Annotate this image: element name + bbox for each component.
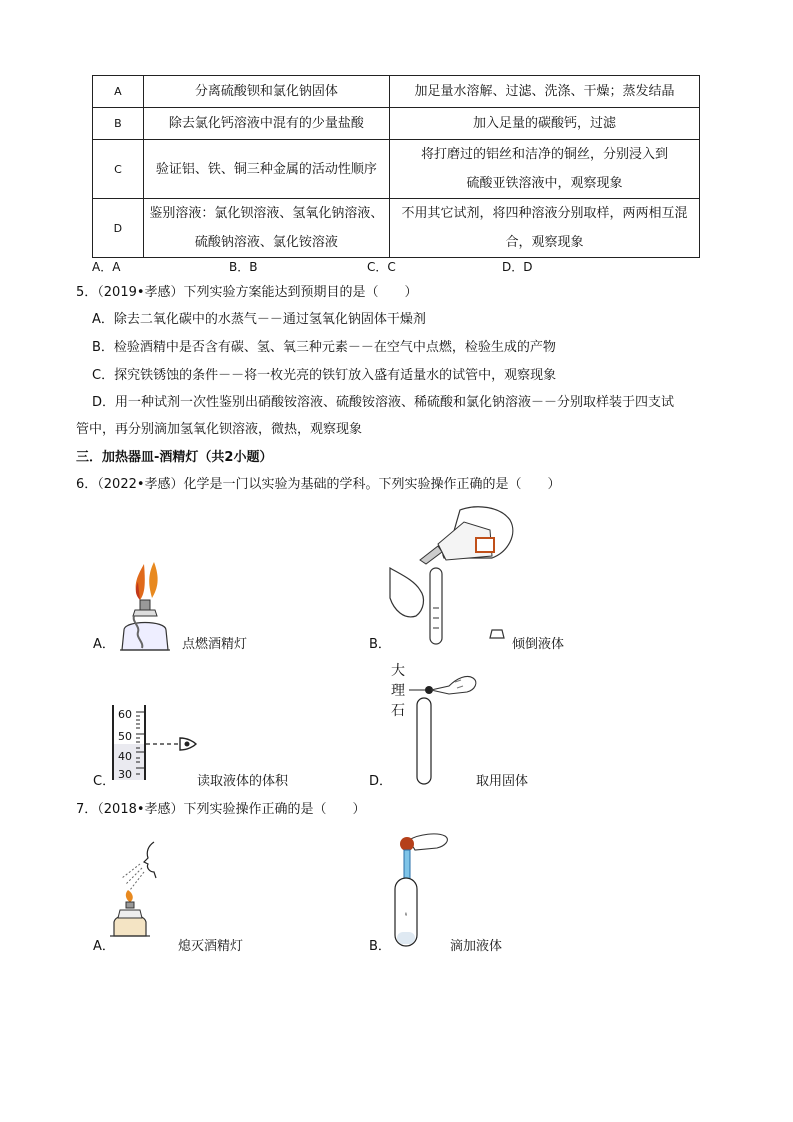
- method-line: 不用其它试剂，将四种溶液分别取样，两两相互混: [401, 206, 688, 221]
- row-letter: A: [93, 76, 144, 108]
- q7-stem: 7．（2018•孝感）下列实验操作正确的是（ ）: [76, 802, 366, 817]
- table-row: [93, 76, 700, 108]
- q5-option-a[interactable]: A．除去二氧化碳中的水蒸气－－通过氢氧化钠固体干燥剂: [92, 312, 426, 327]
- cylinder-tick-label: 50: [118, 730, 132, 743]
- q6-a-label: 点燃酒精灯: [182, 637, 248, 652]
- choice-d[interactable]: D．D: [502, 260, 533, 274]
- method-line: 硫酸亚铁溶液中，观察现象: [466, 176, 623, 191]
- marble-label-char: 大: [391, 663, 405, 679]
- choice-b[interactable]: B．B: [229, 260, 258, 274]
- row-letter: C: [93, 140, 144, 199]
- options-table: [92, 75, 700, 258]
- q6-b-label: 倾倒液体: [512, 637, 565, 652]
- row-letter: D: [93, 199, 144, 258]
- table-row: [93, 108, 700, 140]
- q5-stem: 5．（2019•孝感）下列实验方案能达到预期目的是（ ）: [76, 285, 418, 300]
- dropping-liquid-illustration: [385, 826, 465, 950]
- choice-c[interactable]: C．C: [367, 260, 396, 274]
- row-purpose: [143, 199, 389, 258]
- q7-b-letter[interactable]: B．: [369, 939, 391, 954]
- q6-c-label: 读取液体的体积: [197, 774, 289, 789]
- blowing-out-lamp-illustration: [110, 838, 180, 948]
- q7-b-label: 滴加液体: [450, 939, 503, 954]
- cylinder-tick-label: 60: [118, 708, 132, 721]
- choice-a[interactable]: A．A: [92, 260, 121, 274]
- row-purpose: 验证铝、铁、铜三种金属的活动性顺序: [143, 140, 389, 199]
- taking-solid-illustration: [405, 664, 485, 786]
- section-heading: 三．加热器皿-酒精灯（共2小题）: [76, 450, 273, 465]
- q5-option-d-cont: 管中，再分别滴加氢氧化钡溶液，微热，观察现象: [76, 422, 363, 437]
- table-row: [93, 140, 700, 199]
- pouring-liquid-illustration: [380, 498, 530, 648]
- cylinder-tick-label: 40: [118, 750, 132, 763]
- q6-a-letter[interactable]: A．: [93, 637, 115, 652]
- q6-d-letter[interactable]: D．: [369, 774, 393, 789]
- row-purpose: 分离硫酸钡和氯化钠固体: [143, 76, 389, 108]
- cylinder-scale-and-eye: [136, 706, 200, 782]
- q6-b-letter[interactable]: B．: [369, 637, 391, 652]
- q6-stem: 6．（2022•孝感）化学是一门以实验为基础的学科。下列实验操作正确的是（ ）: [76, 477, 561, 492]
- q5-option-d[interactable]: D．用一种试剂一次性鉴别出硝酸铵溶液、硫酸铵溶液、稀硫酸和氯化钠溶液－－分别取样装于四支试: [92, 395, 675, 410]
- cylinder-tick-label: 30: [118, 768, 132, 781]
- row-method: 加足量水溶解、过滤、洗涤、干燥；蒸发结晶: [390, 76, 700, 108]
- table-row: [93, 199, 700, 258]
- q7-a-letter[interactable]: A．: [93, 939, 115, 954]
- q6-d-label: 取用固体: [476, 774, 529, 789]
- row-method: [390, 140, 700, 199]
- q6-c-letter[interactable]: C．: [93, 774, 116, 789]
- row-purpose: 除去氯化钙溶液中混有的少量盐酸: [143, 108, 389, 140]
- marble-label-char: 石: [391, 703, 405, 719]
- marble-label-char: 理: [391, 683, 405, 699]
- alcohol-lamp-lit-illustration: [110, 560, 180, 660]
- row-letter: B: [93, 108, 144, 140]
- q7-a-label: 熄灭酒精灯: [178, 939, 244, 954]
- row-method: 加入足量的碳酸钙，过滤: [390, 108, 700, 140]
- purpose-line: 硫酸钠溶液、氯化铵溶液: [194, 235, 338, 250]
- q5-option-c[interactable]: C．探究铁锈蚀的条件－－将一枚光亮的铁钉放入盛有适量水的试管中，观察现象: [92, 368, 557, 383]
- method-line: 合，观察现象: [505, 235, 584, 250]
- q5-option-b[interactable]: B．检验酒精中是否含有碳、氢、氧三种元素－－在空气中点燃，检验生成的产物: [92, 340, 556, 355]
- row-method: [390, 199, 700, 258]
- method-line: 将打磨过的铝丝和洁净的铜丝，分别浸入到: [421, 147, 669, 162]
- purpose-line: 鉴别溶液：氯化钡溶液、氢氧化钠溶液、: [149, 206, 384, 221]
